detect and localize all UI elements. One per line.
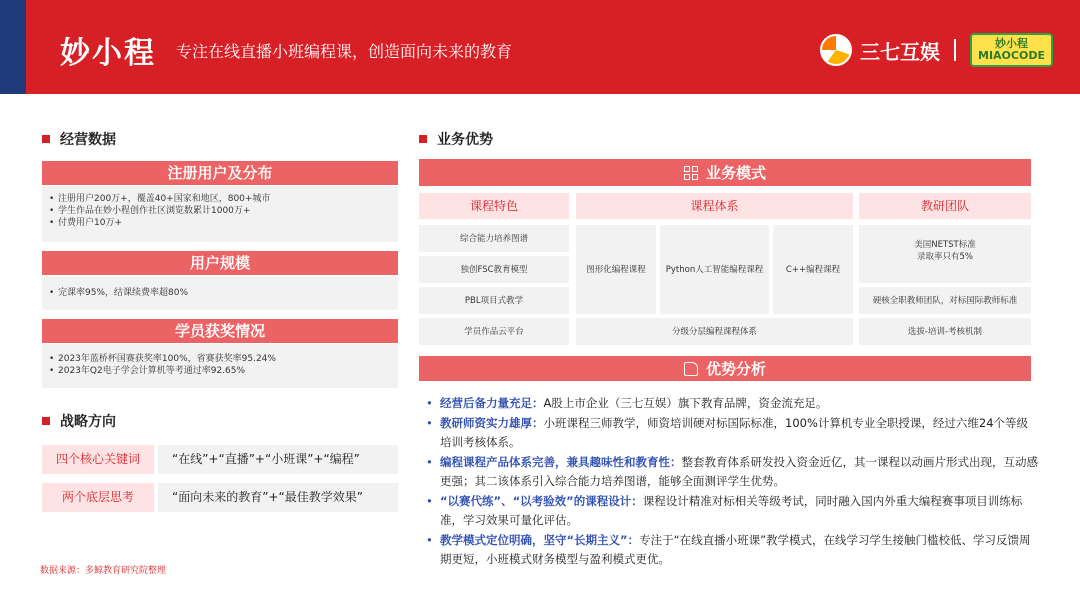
list-item: • 2023年蓝桥杯国赛获奖率100%，省赛获奖率95.24% <box>58 353 398 365</box>
business-model-header: 业务模式 <box>419 159 1031 186</box>
partner-logos <box>820 32 1053 68</box>
panel-body-users <box>42 186 398 242</box>
header-bar <box>0 0 1080 94</box>
list-item: • 付费用户10万+ <box>58 217 398 229</box>
thumbs-up-icon <box>684 362 698 376</box>
section-title-operations: 经营数据 <box>42 129 116 149</box>
strategy-value-thinking: “面向未来的教育”+“最佳教学效果” <box>158 483 398 512</box>
column-header-team: 教研团队 <box>859 193 1031 219</box>
panel-title-users: 注册用户及分布 <box>42 161 398 185</box>
grid-icon <box>684 166 698 180</box>
system-cell: 图形化编程课程 <box>576 225 656 314</box>
header-accent-stripe <box>0 0 26 94</box>
data-source-note: 数据来源：多鲸教育研究院整理 <box>40 566 167 576</box>
feature-cell: 独创FSC教育模型 <box>419 256 569 283</box>
feature-cell: PBL项目式教学 <box>419 287 569 314</box>
list-item: • 学生作品在妙小程创作社区浏览数累计1000万+ <box>58 205 398 217</box>
advantage-item: • 编程课程产品体系完善，兼具趣味性和教育性：整套教育体系研发投入资金近亿，其一课程以动画片形式出现，互动感更强；其二该体系引入综合能力培养图谱，能够全面测评学生优势。 <box>424 453 1039 492</box>
column-header-features: 课程特色 <box>419 193 569 219</box>
system-cell-bottom: 分级分层编程课程体系 <box>576 318 853 345</box>
sanqi-logo-text: 三七互娱 <box>860 39 940 64</box>
column-header-system: 课程体系 <box>576 193 853 219</box>
miaocode-logo: 妙小程 MIAOCODE <box>970 33 1053 67</box>
advantage-analysis-header: 优势分析 <box>419 356 1031 381</box>
strategy-label-thinking: 两个底层思考 <box>42 483 154 512</box>
team-cell: 硬核全职教师团队，对标国际教师标准 <box>859 287 1031 314</box>
feature-cell: 综合能力培养图谱 <box>419 225 569 252</box>
sanqi-logo-icon <box>820 34 852 66</box>
system-cell: C++编程课程 <box>773 225 853 314</box>
list-item: • 注册用户200万+，覆盖40+国家和地区，800+城市 <box>58 193 398 205</box>
panel-body-awards <box>42 344 398 388</box>
strategy-value-keywords: “在线”+“直播”+“小班课”+“编程” <box>158 445 398 474</box>
section-marker-icon <box>42 135 50 143</box>
panel-body-scale <box>42 276 398 310</box>
feature-cell: 学员作品云平台 <box>419 318 569 345</box>
logo-divider <box>954 39 956 61</box>
advantage-item: • 教研师资实力雄厚：小班课程三师教学，师资培训硬对标国际标准，100%计算机专业全职授课，经过六维24个等级培训考核体系。 <box>424 414 1039 453</box>
advantage-item: • 经营后备力量充足：A股上市企业（三七互娱）旗下教育品牌，资金流充足。 <box>424 394 1039 414</box>
strategy-label-keywords: 四个核心关键词 <box>42 445 154 474</box>
section-marker-icon <box>419 135 427 143</box>
section-marker-icon <box>42 417 50 425</box>
team-cell: 美国NETST标准 录取率只有5% <box>859 225 1031 283</box>
panel-title-awards: 学员获奖情况 <box>42 319 398 343</box>
advantage-item: • 教学模式定位明确，坚守“长期主义”：专注于“在线直播小班课”教学模式，在线学习学生接触门槛校低、学习反馈周期更短，小班模式财务模型与盈利模式更优。 <box>424 531 1039 570</box>
system-cell: Python人工智能编程课程 <box>660 225 769 314</box>
list-item: • 完课率95%，结课续费率超80% <box>58 287 398 299</box>
advantage-item: • “以赛代练”、“以考验效”的课程设计：课程设计精准对标相关等级考试，同时融入国内外重大编程赛事项目训练标准，学习效果可量化评估。 <box>424 492 1039 531</box>
panel-title-scale: 用户规模 <box>42 251 398 275</box>
section-title-strategy: 战略方向 <box>42 411 116 431</box>
section-title-business: 业务优势 <box>419 129 493 149</box>
team-cell: 选拔-培训-考核机制 <box>859 318 1031 345</box>
brand-title: 妙小程 <box>60 36 156 71</box>
advantage-list <box>424 394 1039 570</box>
brand-tagline: 专注在线直播小班编程课，创造面向未来的教育 <box>176 42 513 61</box>
list-item: • 2023年Q2电子学会计算机等考通过率92.65% <box>58 365 398 377</box>
